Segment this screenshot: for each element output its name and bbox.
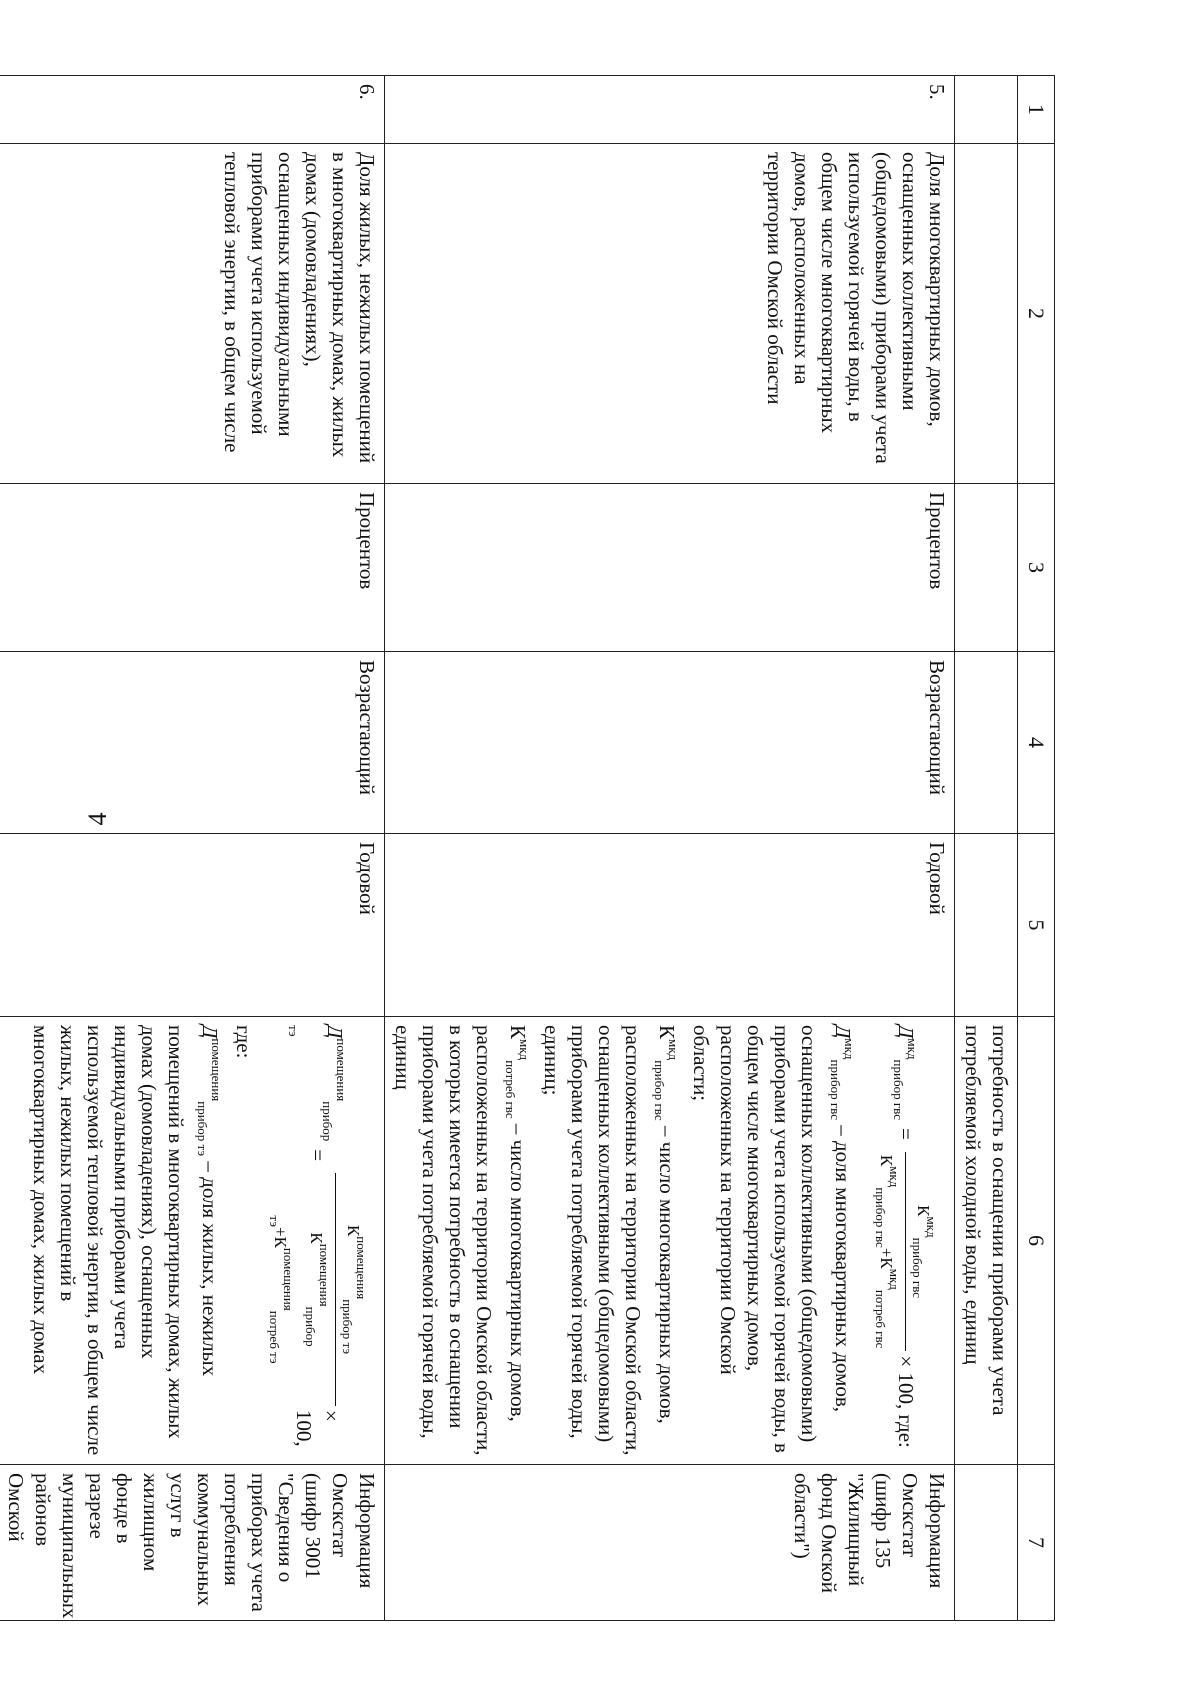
continuation-row — [955, 76, 1018, 1621]
formula-fraction — [869, 1152, 942, 1352]
formula-numerator: $К^{мкд}_{прибор гвс}$ — [905, 1152, 942, 1352]
table-row — [0, 76, 385, 1621]
indicator-trend: Возрастающий — [0, 652, 385, 834]
definition: $Д^{помещения}_{прибор тэ}$ – доля жилых, нежилых помещений в многоквартирных домах, жилых домах (домовладениях), оснащенных индивидуальными приборами учета используемой тепловой энергии, в общем числе жилых, нежилых помещений в многоквартирных домах, жилых домах — [29, 1025, 224, 1456]
header-col-4: 4 — [1018, 652, 1055, 834]
definition: $К^{мкд}_{потреб гвс}$ – число многоквартирных домов, расположенных на территории Омской области, в которых имеется потребность в оснащении приборами учета потребляемой горячей воды, единиц — [391, 1025, 532, 1456]
formula-lhs: $Д^{мкд}_{прибор гвс}$ — [891, 1025, 920, 1120]
formula-equals: = — [306, 1149, 330, 1162]
table-header-row — [1018, 76, 1055, 1621]
formula-numerator: $К^{помещения}_{прибор тэ}$ — [335, 1173, 372, 1406]
header-col-2: 2 — [1018, 144, 1055, 484]
formula-denominator: $К^{мкд}_{прибор гвс}+К^{мкд}_{потреб гвс}$ — [873, 1154, 902, 1349]
formula-lhs: $Д^{помещения}_{прибор тэ}$ — [286, 1025, 349, 1142]
formula — [263, 1025, 372, 1456]
formula — [869, 1025, 942, 1456]
row-number: 5. — [385, 76, 955, 144]
formula-tail: × 100, где: — [894, 1355, 918, 1448]
calculation-method — [0, 1017, 385, 1465]
calculation-method — [385, 1017, 955, 1465]
indicator-name: Доля многоквартирных домов, оснащенных коллективными (общедомовыми) приборами учета используемой горячей воды, в общем числе многоквартирных домов, расположенных на территории Омской области — [385, 144, 955, 484]
formula-denominator: $К^{помещения}_{прибор тэ}+К^{помещения}_{потреб тэ}$ — [267, 1215, 332, 1364]
header-col-6: 6 — [1018, 1017, 1055, 1465]
indicator-period: Годовой — [385, 834, 955, 1017]
indicators-table — [0, 75, 1055, 1621]
formula-equals: = — [894, 1128, 918, 1140]
rotated-table-container — [4, 75, 1055, 1620]
indicator-period: Годовой — [0, 834, 385, 1017]
indicator-trend: Возрастающий — [385, 652, 955, 834]
definition: $К^{мкд}_{прибор гвс}$ – число многоквартирных домов, расположенных на территории Омской области, оснащенных коллективными (общедомовыми) приборами учета потребляемой горячей воды, единиц; — [540, 1025, 681, 1456]
row-number: 6. — [0, 76, 385, 144]
indicator-name: Доля жилых, нежилых помещений в многоквартирных домах, жилых домах (домовладениях), оснащенных индивидуальными приборами учета используемой тепловой энергии, в общем числе — [0, 144, 385, 484]
indicator-unit: Процентов — [0, 484, 385, 652]
definition: $Д^{мкд}_{прибор гвс}$ – доля многоквартирных домов, оснащенных коллективными (общедомовыми) приборами учета используемой горячей воды, в общем числе многоквартирных домов, расположенных на территории Омской области; — [689, 1025, 857, 1453]
header-col-7: 7 — [1018, 1465, 1055, 1621]
header-col-1: 1 — [1018, 76, 1055, 144]
data-source: Информация Омскстат (шифр 3001 "Сведения о приборах учета потребления коммунальных услуг в жилищном фонде в разрезе муниципальных районов Омской — [0, 1465, 385, 1621]
table-row — [385, 76, 955, 1621]
continuation-text: потребность в оснащении приборами учета потребляемой холодной воды, единиц — [955, 1017, 1018, 1465]
page-number: 4 — [83, 812, 112, 826]
where-label: где: — [232, 1025, 256, 1059]
header-col-5: 5 — [1018, 834, 1055, 1017]
indicator-unit: Процентов — [385, 484, 955, 652]
formula-fraction — [263, 1173, 372, 1406]
formula-tail: × 100, — [292, 1409, 344, 1447]
data-source: Информация Омскстат (шифр 135 "Жилищный фонд Омской области") — [385, 1465, 955, 1621]
header-col-3: 3 — [1018, 484, 1055, 652]
